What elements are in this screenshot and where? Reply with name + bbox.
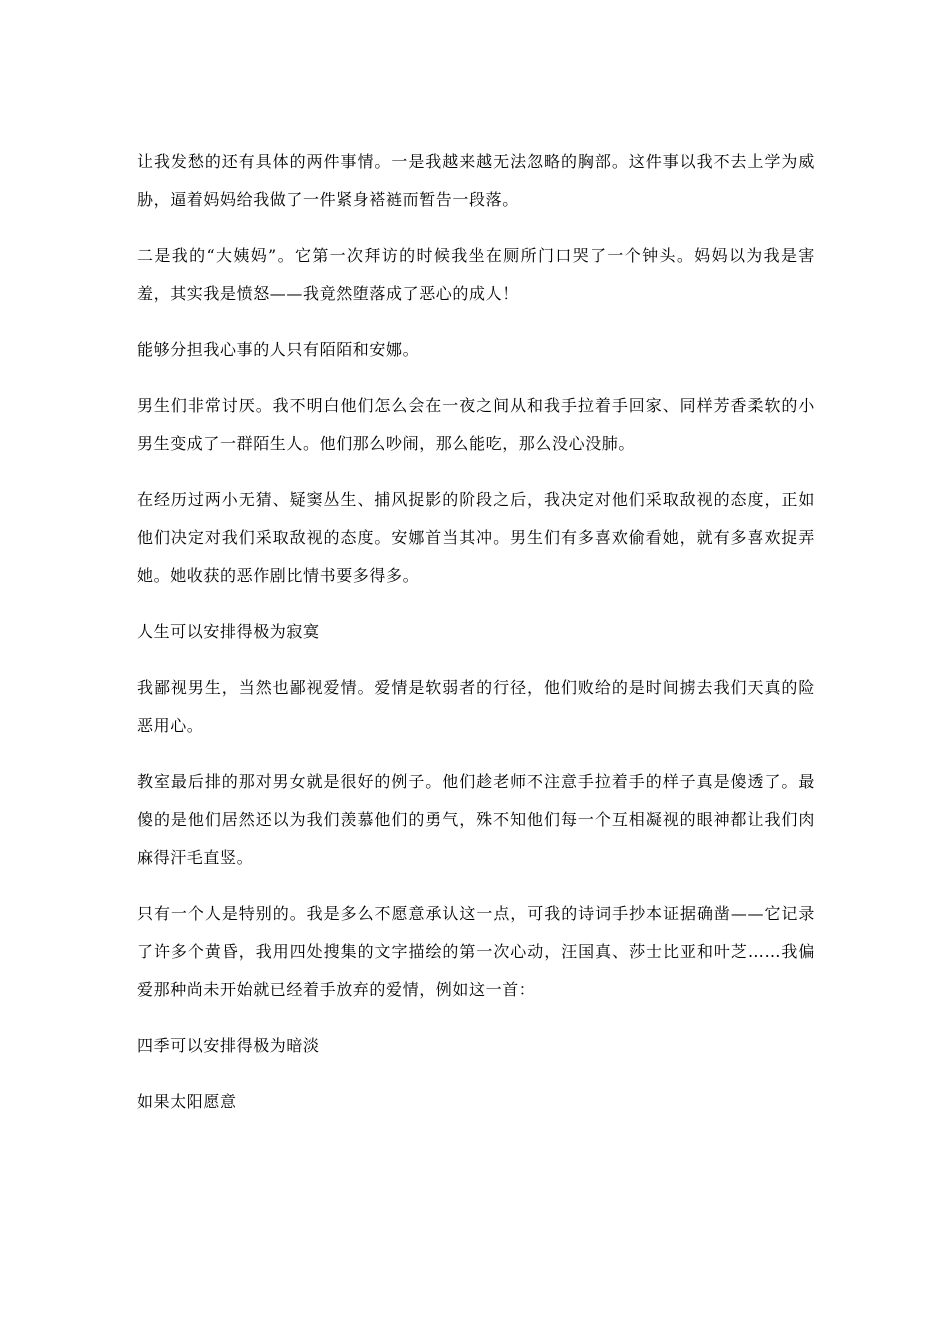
document-body [137,143,815,1139]
poem-line-sun: 如果太阳愿意 [137,1092,237,1111]
paragraph-period: 二是我的“大姨妈”。它第一次拜访的时候我坐在厕所门口哭了一个钟头。妈妈以为我是害羞，其实我是愤怒——我竟然堕落成了恶心的成人！ [137,246,815,303]
paragraph-special-person: 只有一个人是特别的。我是多么不愿意承认这一点，可我的诗词手抄本证据确凿——它记录了许多个黄昏，我用四处搜集的文字描绘的第一次心动，汪国真、莎士比亚和叶芝……我偏爱那种尚未开始就已经着手放弃的爱情，例如这一首： [137,904,815,999]
paragraph-disdain-love: 我鄙视男生，当然也鄙视爱情。爱情是软弱者的行径，他们败给的是时间掳去我们天真的险恶用心。 [137,678,815,735]
paragraph-boys: 男生们非常讨厌。我不明白他们怎么会在一夜之间从和我手拉着手回家、同样芳香柔软的小男生变成了一群陌生人。他们那么吵闹，那么能吃，那么没心没肺。 [137,396,815,453]
paragraph-worries: 让我发愁的还有具体的两件事情。一是我越来越无法忽略的胸部。这件事以我不去上学为威胁，逼着妈妈给我做了一件紧身褡裢而暂告一段落。 [137,152,815,209]
paragraph-friends: 能够分担我心事的人只有陌陌和安娜。 [137,340,420,359]
poem-line-seasons: 四季可以安排得极为暗淡 [137,1036,320,1055]
paragraph-hostility: 在经历过两小无猜、疑窦丛生、捕风捉影的阶段之后，我决定对他们采取敌视的态度，正如他们决定对我们采取敌视的态度。安娜首当其冲。男生们有多喜欢偷看她，就有多喜欢捉弄她。她收获的恶作剧比情书要多得多。 [137,490,815,585]
paragraph-couple: 教室最后排的那对男女就是很好的例子。他们趁老师不注意手拉着手的样子真是傻透了。最傻的是他们居然还以为我们羡慕他们的勇气，殊不知他们每一个互相凝视的眼神都让我们肉麻得汗毛直竖。 [137,772,815,867]
poem-line-lonely: 人生可以安排得极为寂寞 [137,622,320,641]
